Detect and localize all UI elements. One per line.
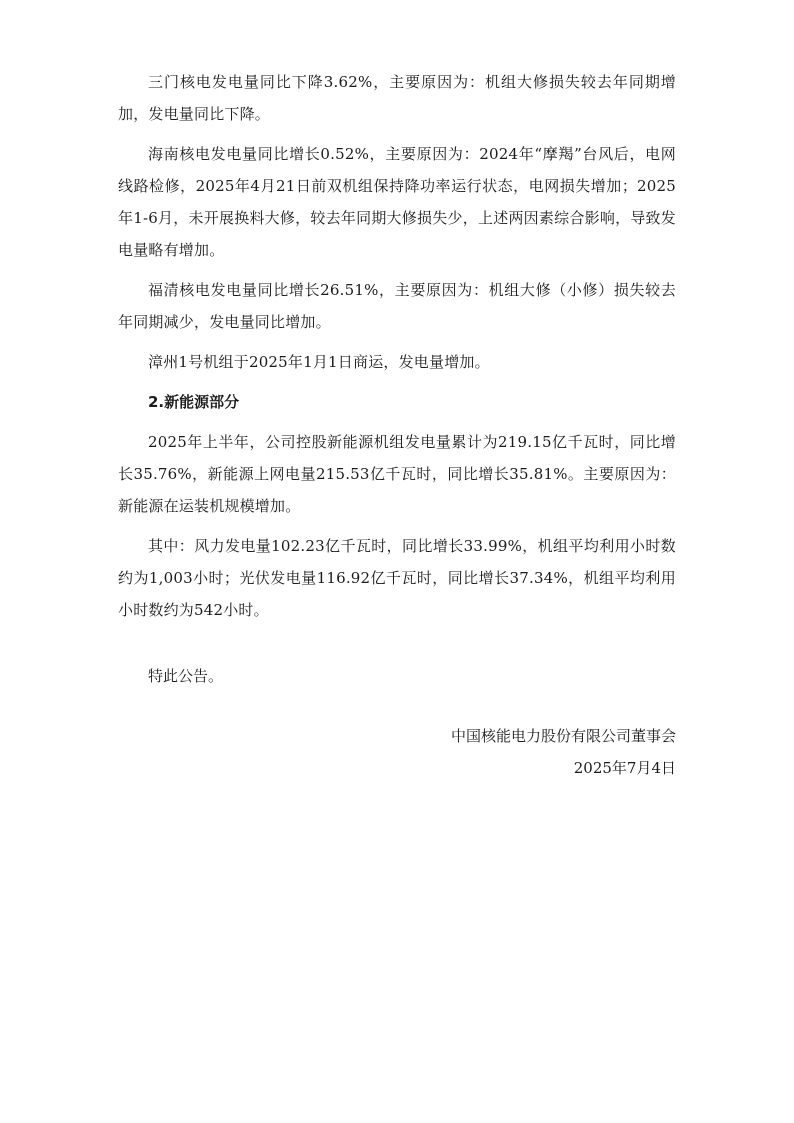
- paragraph-sanmen: 三门核电发电量同比下降3.62%，主要原因为：机组大修损失较去年同期增加，发电量同比下降。: [118, 73, 676, 123]
- signature-date: 2025年7月4日: [573, 759, 676, 777]
- signature-company: 中国核能电力股份有限公司董事会: [450, 727, 676, 745]
- paragraph-new-energy-detail: 其中：风力发电量102.23亿千瓦时，同比增长33.99%，机组平均利用小时数约为1,003小时；光伏发电量116.92亿千瓦时，同比增长37.34%，机组平均利用小时数约为542小时。: [118, 537, 676, 619]
- paragraph-new-energy-summary: 2025年上半年，公司控股新能源机组发电量累计为219.15亿千瓦时，同比增长35.76%，新能源上网电量215.53亿千瓦时，同比增长35.81%。主要原因为：新能源在运装机规模增加。: [118, 433, 676, 515]
- paragraph-fuqing: 福清核电发电量同比增长26.51%，主要原因为：机组大修（小修）损失较去年同期减少，发电量同比增加。: [118, 281, 676, 331]
- signature-block: [118, 720, 676, 784]
- section-heading-new-energy: 2.新能源部分: [148, 393, 240, 411]
- document-body: [118, 66, 676, 784]
- paragraph-zhangzhou: 漳州1号机组于2025年1月1日商运，发电量增加。: [148, 353, 490, 371]
- paragraph-hainan: 海南核电发电量同比增长0.52%，主要原因为：2024年“摩羯”台风后，电网线路检修，2025年4月21日前双机组保持降功率运行状态，电网损失增加；2025年1-6月，未开展换料大修，较去年同期大修损失少，上述两因素综合影响，导致发电量略有增加。: [118, 145, 676, 259]
- closing-statement: 特此公告。: [148, 667, 224, 685]
